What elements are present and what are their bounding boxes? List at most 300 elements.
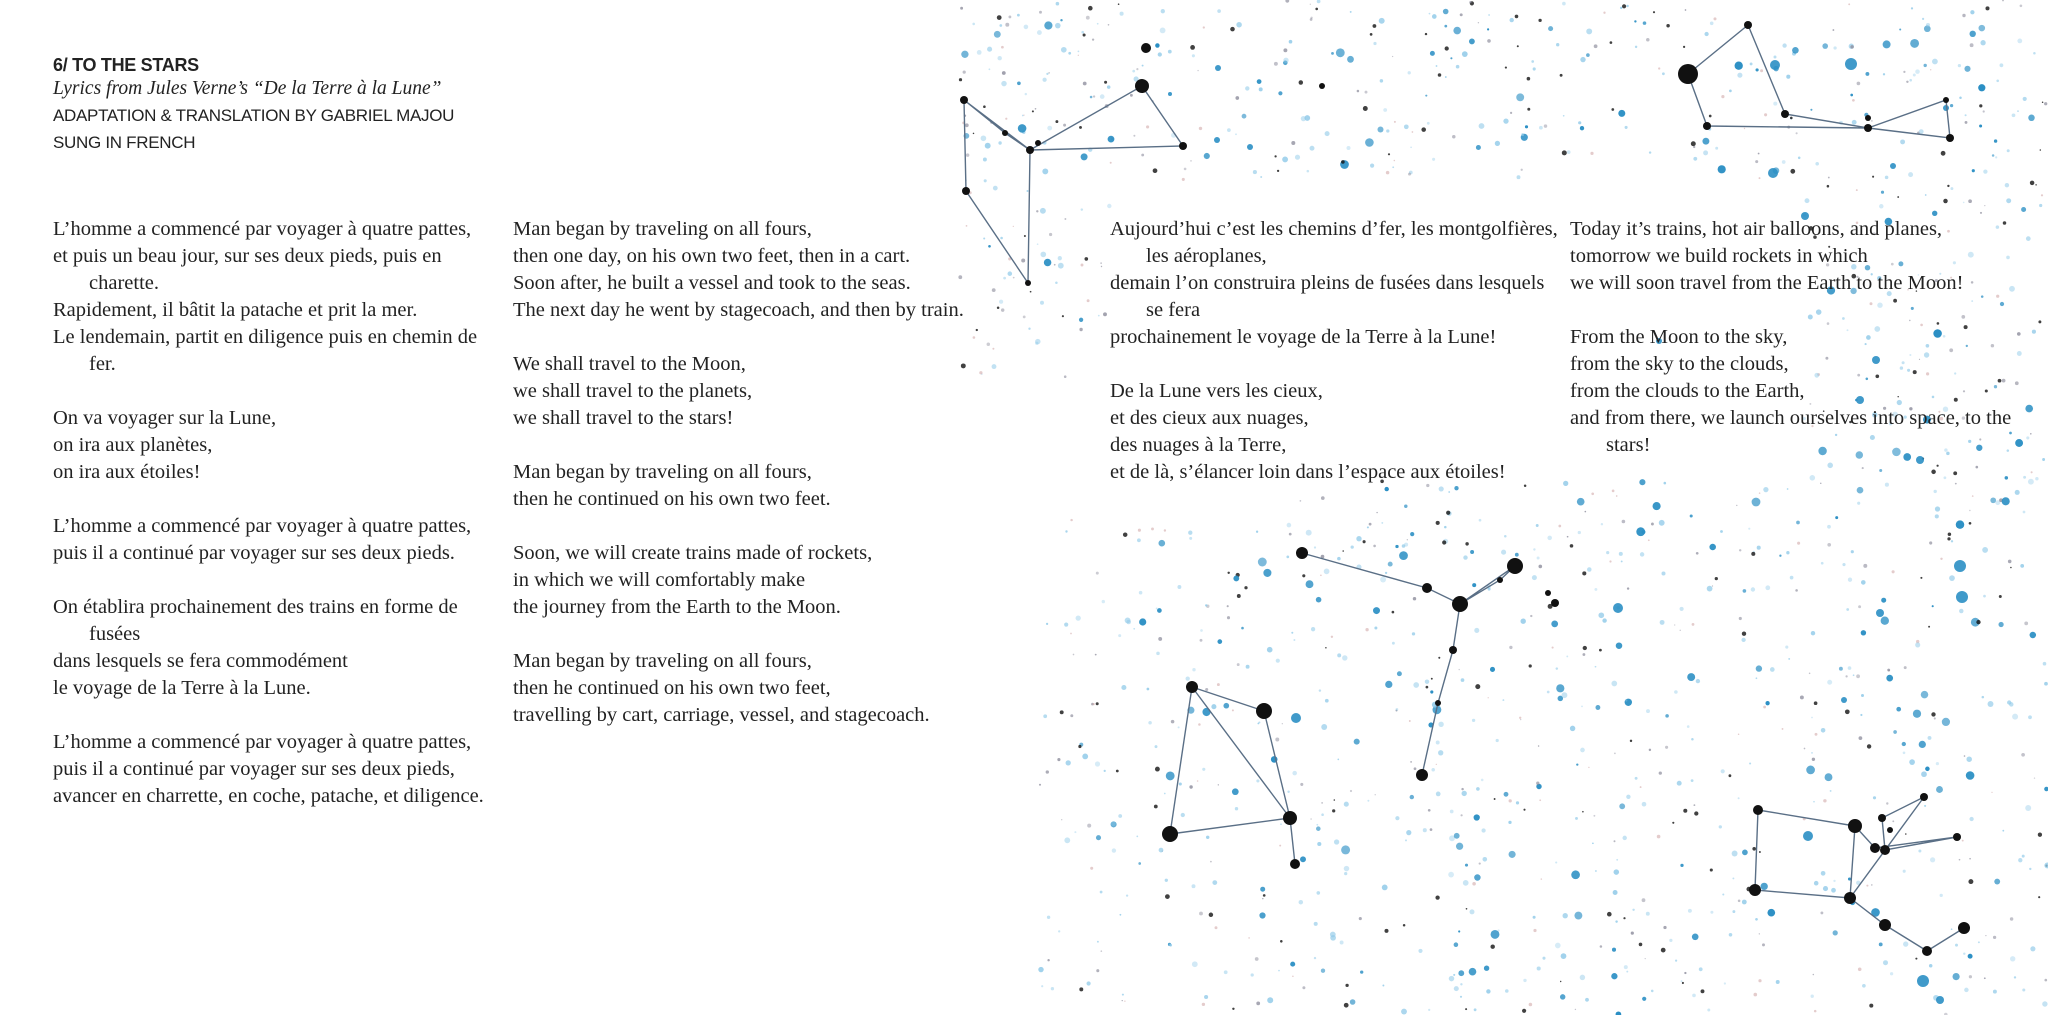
star-speck — [1959, 97, 1962, 100]
lyrics-french-column-1 — [53, 216, 508, 810]
star-speck — [1005, 23, 1009, 27]
star-speck — [1280, 940, 1283, 943]
constellation-star — [1290, 859, 1300, 869]
star-speck — [1561, 692, 1567, 698]
star-speck — [981, 135, 987, 141]
star-speck — [1142, 65, 1144, 67]
star-speck — [1295, 155, 1300, 160]
star-speck — [1765, 585, 1770, 590]
star-speck — [1636, 527, 1645, 536]
star-speck — [1920, 577, 1922, 579]
star-speck — [1929, 964, 1933, 968]
star-speck — [1996, 79, 1999, 82]
star-speck — [1026, 190, 1028, 192]
star-speck — [1047, 959, 1049, 961]
star-speck — [1561, 953, 1567, 959]
star-speck — [1582, 653, 1585, 656]
star-speck — [1472, 583, 1476, 587]
star-speck — [1754, 993, 1758, 997]
star-speck — [1970, 43, 1974, 47]
star-speck — [2006, 198, 2011, 203]
star-speck — [1861, 694, 1864, 697]
star-speck — [1521, 133, 1524, 136]
star-speck — [2014, 976, 2016, 978]
star-speck — [1394, 160, 1396, 162]
star-speck — [1202, 768, 1205, 771]
star-speck — [1454, 486, 1458, 490]
blue-star — [1613, 603, 1623, 613]
star-speck — [1481, 828, 1485, 832]
star-speck — [1090, 867, 1093, 870]
star-speck — [1685, 9, 1687, 11]
star-speck — [1929, 541, 1932, 544]
star-speck — [2028, 115, 2035, 122]
star-speck — [1000, 237, 1003, 240]
star-speck — [1660, 620, 1665, 625]
lyric-line: From the Moon to the sky, — [1570, 326, 1788, 348]
star-speck — [1853, 674, 1855, 676]
lyric-line: we will soon travel from the Earth to the Moon! — [1570, 272, 1964, 294]
star-speck — [1453, 27, 1461, 35]
star-speck — [1267, 647, 1273, 653]
star-speck — [1587, 567, 1592, 572]
star-speck — [1126, 894, 1128, 896]
star-speck — [1560, 981, 1561, 982]
star-speck — [1292, 976, 1294, 978]
star-speck — [1342, 550, 1344, 552]
constellation-star — [962, 187, 970, 195]
star-speck — [1924, 64, 1927, 67]
star-speck — [1602, 618, 1606, 622]
star-speck — [1452, 135, 1455, 138]
blue-star — [1168, 92, 1172, 96]
blue-star — [1956, 591, 1968, 603]
star-speck — [1177, 585, 1181, 589]
stanza — [53, 729, 508, 810]
star-speck — [1972, 169, 1975, 172]
star-speck — [1822, 43, 1828, 49]
star-speck — [1710, 868, 1713, 871]
star-speck — [1385, 681, 1392, 688]
star-speck — [1130, 94, 1133, 97]
star-speck — [1501, 550, 1506, 555]
star-speck — [1300, 783, 1303, 786]
star-speck — [1966, 756, 1972, 762]
star-speck — [1100, 891, 1103, 894]
star-speck — [1979, 104, 1982, 107]
star-speck — [1861, 580, 1866, 585]
star-speck — [1892, 570, 1895, 573]
constellation-star — [1864, 124, 1872, 132]
lyric-line: we shall travel to the planets, — [513, 380, 753, 402]
constellation-star — [1879, 919, 1891, 931]
star-speck — [1236, 22, 1242, 28]
star-speck — [1253, 170, 1257, 174]
star-speck — [1049, 233, 1052, 236]
star-speck — [1203, 26, 1205, 28]
star-speck — [1915, 642, 1920, 647]
star-speck — [1756, 677, 1758, 679]
star-speck — [1538, 745, 1540, 747]
star-speck — [1759, 177, 1761, 179]
star-speck — [1956, 520, 1965, 529]
star-speck — [1291, 141, 1295, 145]
star-speck — [983, 158, 987, 162]
star-speck — [1578, 121, 1581, 124]
star-speck — [1282, 156, 1288, 162]
lyric-line: De la Lune vers les cieux, — [1110, 380, 1323, 402]
constellation-line — [1170, 687, 1295, 864]
stanza — [53, 594, 508, 702]
star-speck — [1763, 487, 1768, 492]
star-speck — [2022, 988, 2025, 991]
star-speck — [1510, 18, 1514, 22]
star-speck — [2035, 477, 2038, 480]
star-speck — [1693, 146, 1695, 148]
star-speck — [1567, 150, 1571, 154]
star-speck — [1156, 608, 1158, 610]
star-speck — [1821, 728, 1826, 733]
star-speck — [1096, 702, 1099, 705]
star-speck — [1046, 623, 1048, 625]
star-speck — [1211, 704, 1216, 709]
star-speck — [1516, 93, 1524, 101]
star-speck — [1635, 46, 1637, 48]
star-speck — [1947, 185, 1949, 187]
star-speck — [1330, 935, 1336, 941]
star-speck — [2022, 855, 2025, 858]
star-speck — [1729, 933, 1733, 937]
star-speck — [1287, 790, 1289, 792]
star-speck — [1600, 945, 1603, 948]
star-speck — [2043, 662, 2047, 666]
star-speck — [1852, 99, 1855, 102]
constellation-star — [1186, 681, 1198, 693]
star-speck — [1081, 31, 1084, 34]
star-speck — [1827, 543, 1831, 547]
star-speck — [2015, 490, 2020, 495]
star-speck — [1490, 667, 1495, 672]
star-speck — [1732, 851, 1738, 857]
blue-star — [1214, 137, 1220, 143]
star-speck — [1965, 121, 1968, 124]
constellation-star — [1452, 596, 1468, 612]
star-speck — [1611, 681, 1617, 687]
star-speck — [1476, 145, 1481, 150]
star-speck — [1580, 748, 1585, 753]
star-speck — [1935, 514, 1939, 518]
star-speck — [1950, 104, 1953, 107]
star-speck — [1805, 198, 1810, 203]
star-speck — [2002, 830, 2004, 832]
star-speck — [1680, 607, 1684, 611]
star-dust — [958, 0, 2048, 1015]
lyric-line: L’homme a commencé par voyager à quatre pattes, — [53, 218, 472, 240]
star-speck — [1811, 995, 1814, 998]
constellation-star — [1435, 700, 1441, 706]
constellation-star — [1922, 946, 1932, 956]
star-speck — [1189, 537, 1192, 540]
star-speck — [1842, 563, 1845, 566]
track-credit: ADAPTATION & TRANSLATION BY GABRIEL MAJOU — [53, 106, 455, 125]
star-speck — [987, 47, 992, 52]
star-speck — [1928, 626, 1930, 628]
star-speck — [1168, 50, 1172, 54]
star-speck — [1594, 588, 1597, 591]
star-speck — [1879, 204, 1883, 208]
star-speck — [1380, 577, 1386, 583]
lyrics-french-column-2 — [1110, 216, 1565, 486]
constellation-star — [1678, 64, 1698, 84]
star-speck — [1827, 680, 1832, 685]
blue-star — [1291, 713, 1301, 723]
star-speck — [1758, 979, 1761, 982]
star-speck — [2040, 149, 2042, 151]
star-speck — [1410, 532, 1414, 536]
star-speck — [2002, 497, 2010, 505]
constellation-star — [1848, 819, 1862, 833]
star-speck — [1865, 72, 1869, 76]
lyric-line: then he continued on his own two feet, — [513, 677, 831, 699]
star-speck — [1017, 81, 1021, 85]
star-speck — [1197, 70, 1198, 71]
star-speck — [1299, 80, 1303, 84]
star-speck — [1719, 825, 1722, 828]
star-speck — [1616, 1011, 1622, 1015]
lyric-line: then one day, on his own two feet, then in a cart. — [513, 245, 911, 267]
star-speck — [1721, 769, 1725, 773]
star-speck — [1365, 138, 1374, 147]
star-speck — [1402, 544, 1406, 548]
star-speck — [1539, 799, 1541, 801]
star-speck — [1331, 636, 1333, 638]
star-speck — [1972, 495, 1974, 497]
star-speck — [1613, 890, 1618, 895]
stanza — [513, 351, 993, 432]
star-speck — [1616, 642, 1623, 649]
star-speck — [1810, 475, 1816, 481]
star-speck — [1527, 108, 1530, 111]
star-speck — [1622, 520, 1626, 524]
star-speck — [1227, 128, 1231, 132]
star-speck — [1466, 908, 1468, 910]
star-speck — [1665, 714, 1669, 718]
star-speck — [1833, 46, 1836, 49]
star-speck — [1456, 843, 1463, 850]
lyric-line: from the clouds to the Earth, — [1570, 380, 1805, 402]
constellation-star — [1844, 892, 1856, 904]
star-speck — [1909, 79, 1912, 82]
star-speck — [1919, 741, 1926, 748]
star-speck — [1738, 900, 1741, 903]
star-speck — [1556, 43, 1559, 46]
star-speck — [1048, 72, 1049, 73]
star-speck — [1120, 12, 1124, 16]
star-speck — [1858, 968, 1862, 972]
star-speck — [1470, 909, 1475, 914]
star-speck — [1662, 72, 1665, 75]
star-speck — [1931, 712, 1935, 716]
star-speck — [1625, 126, 1628, 129]
star-speck — [1890, 972, 1893, 975]
star-speck — [1081, 153, 1088, 160]
lyric-line: puis il a continué par voyager sur ses deux pieds. — [53, 542, 455, 564]
star-speck — [1083, 33, 1086, 36]
star-speck — [1205, 604, 1207, 606]
star-speck — [1796, 521, 1800, 525]
star-speck — [1643, 21, 1647, 25]
star-speck — [1093, 95, 1095, 97]
stanza-gap — [53, 378, 508, 405]
star-speck — [2044, 682, 2048, 686]
star-speck — [1410, 146, 1412, 148]
star-speck — [1166, 771, 1175, 780]
star-speck — [1921, 691, 1929, 699]
lyric-line: we shall travel to the stars! — [513, 407, 734, 429]
star-speck — [1256, 1002, 1260, 1006]
star-speck — [1110, 162, 1112, 164]
star-speck — [1795, 589, 1798, 592]
star-speck — [1782, 43, 1786, 47]
star-speck — [1635, 777, 1638, 780]
star-speck — [1155, 767, 1160, 772]
star-speck — [1024, 25, 1029, 30]
star-speck — [1046, 73, 1048, 75]
star-speck — [1310, 18, 1313, 21]
star-speck — [1235, 807, 1238, 810]
star-speck — [961, 51, 968, 58]
star-speck — [1588, 767, 1589, 768]
star-speck — [1707, 586, 1713, 592]
stanza — [53, 405, 508, 486]
star-speck — [2005, 476, 2008, 479]
star-speck — [1260, 176, 1262, 178]
star-speck — [1388, 562, 1393, 567]
star-speck — [1139, 591, 1143, 595]
star-speck — [1064, 218, 1066, 220]
star-speck — [1256, 531, 1258, 533]
star-speck — [1460, 13, 1463, 16]
star-speck — [1940, 558, 1942, 560]
star-speck — [1409, 720, 1411, 722]
star-speck — [1092, 38, 1094, 40]
star-speck — [1079, 328, 1082, 331]
star-speck — [1979, 25, 1986, 32]
star-speck — [1833, 930, 1838, 935]
star-speck — [1970, 10, 1974, 14]
star-speck — [1653, 11, 1655, 13]
star-speck — [1883, 40, 1891, 48]
star-speck — [1529, 1003, 1533, 1007]
star-speck — [1792, 47, 1799, 54]
star-speck — [2044, 979, 2047, 982]
star-speck — [1469, 38, 1475, 44]
star-speck — [1260, 887, 1265, 892]
star-speck — [1669, 939, 1672, 942]
star-speck — [1523, 809, 1525, 811]
star-speck — [1611, 108, 1614, 111]
star-speck — [2028, 715, 2032, 719]
star-speck — [1722, 893, 1724, 895]
star-speck — [1651, 523, 1654, 526]
star-speck — [1461, 814, 1463, 816]
star-speck — [1037, 30, 1042, 35]
star-speck — [1321, 969, 1325, 973]
stanza — [53, 216, 508, 378]
star-speck — [1442, 540, 1446, 544]
star-speck — [1893, 730, 1897, 734]
star-speck — [1070, 519, 1072, 521]
star-speck — [1800, 695, 1804, 699]
star-speck — [1199, 912, 1203, 916]
lyric-line: des nuages à la Terre, — [1110, 434, 1287, 456]
star-speck — [1262, 898, 1264, 900]
star-speck — [1374, 626, 1377, 629]
star-speck — [1919, 129, 1924, 134]
star-speck — [1682, 982, 1684, 984]
star-speck — [1774, 56, 1777, 59]
star-speck — [1520, 719, 1521, 720]
star-speck — [1839, 667, 1843, 671]
star-speck — [1210, 861, 1212, 863]
star-speck — [1691, 141, 1696, 146]
star-speck — [1926, 23, 1930, 27]
star-speck — [1995, 156, 1997, 158]
star-speck — [1624, 965, 1628, 969]
star-speck — [1964, 66, 1970, 72]
star-speck — [1062, 315, 1064, 317]
star-speck — [1982, 547, 1988, 553]
star-speck — [1408, 173, 1411, 176]
star-speck — [1412, 131, 1414, 133]
star-speck — [1560, 994, 1565, 999]
star-speck — [1123, 532, 1127, 536]
star-speck — [1376, 512, 1377, 513]
star-speck — [1776, 980, 1780, 984]
star-speck — [1463, 555, 1467, 559]
lyric-line: in which we will comfortably make — [513, 569, 806, 591]
star-speck — [1913, 74, 1916, 77]
star-speck — [985, 143, 991, 149]
star-speck — [1571, 870, 1580, 879]
star-speck — [1813, 974, 1815, 976]
lyric-line: Aujourd’hui c’est les chemins d’fer, les montgolfières, les aéroplanes, — [1110, 218, 1558, 267]
star-speck — [1552, 647, 1554, 649]
star-speck — [2044, 787, 2048, 791]
star-speck — [1547, 691, 1550, 694]
star-speck — [1488, 697, 1489, 698]
star-speck — [1310, 146, 1315, 151]
star-speck — [1742, 850, 1748, 856]
lyric-line: Man began by traveling on all fours, — [513, 461, 812, 483]
star-speck — [1212, 880, 1217, 885]
star-speck — [1096, 969, 1099, 972]
star-speck — [1359, 917, 1362, 920]
star-speck — [1707, 1009, 1710, 1012]
star-speck — [1325, 131, 1330, 136]
star-speck — [1598, 612, 1604, 618]
star-speck — [1521, 619, 1526, 624]
star-speck — [1905, 833, 1907, 835]
star-speck — [966, 153, 970, 157]
star-speck — [1562, 150, 1567, 155]
star-speck — [1079, 987, 1083, 991]
star-speck — [1474, 874, 1481, 881]
star-speck — [1809, 673, 1811, 675]
star-speck — [1857, 487, 1864, 494]
constellation-star — [1026, 146, 1034, 154]
star-speck — [1056, 2, 1060, 6]
